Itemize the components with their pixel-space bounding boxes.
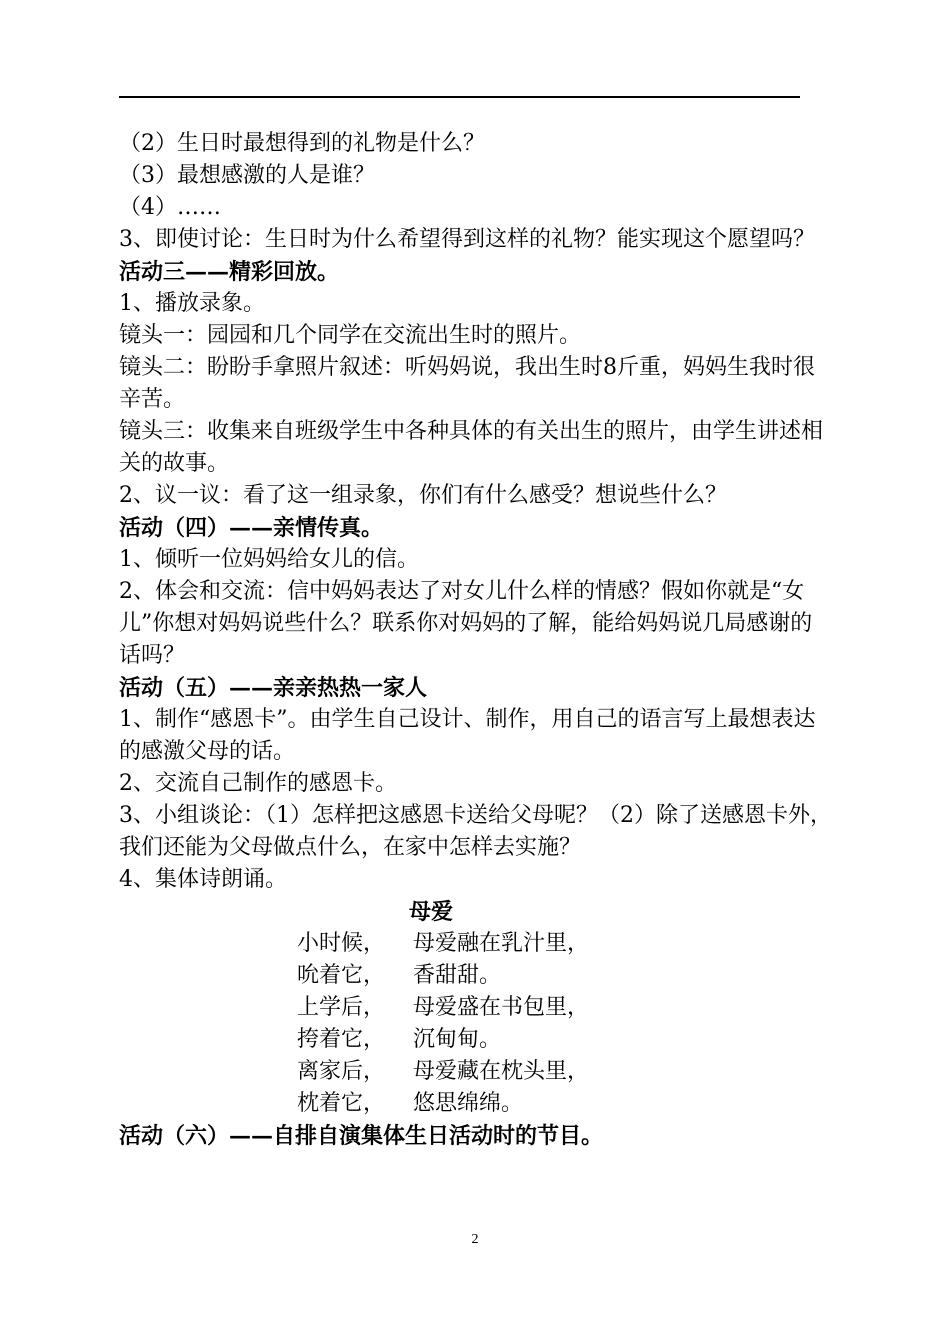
paragraph: 2、议一议：看了这一组录象，你们有什么感受？想说些什么？ bbox=[119, 483, 727, 508]
poem-line-end: 母爱藏在枕头里， bbox=[413, 1059, 590, 1084]
paragraph: 3、小组谈论：（1）怎样把这感恩卡送给父母呢？（2）除了送感恩卡外，我们还能为父母做点什么，在家中怎样去实施？ bbox=[119, 803, 832, 860]
paragraph: 镜头二：盼盼手拿照片叙述：听妈妈说，我出生时8斤重，妈妈生我时很辛苦。 bbox=[119, 355, 815, 412]
document-body bbox=[119, 128, 834, 1152]
header-rule bbox=[119, 96, 800, 98]
poem-line-end: 沉甸甸。 bbox=[413, 1027, 502, 1052]
section-heading: 活动（四）——亲情传真。 bbox=[119, 515, 384, 541]
section-heading: 活动三——精彩回放。 bbox=[119, 259, 340, 285]
poem-line-end: 母爱盛在书包里， bbox=[413, 995, 590, 1020]
paragraph: 镜头一：园园和几个同学在交流出生时的照片。 bbox=[119, 323, 582, 348]
paragraph: 2、体会和交流：信中妈妈表达了对女儿什么样的情感？假如你就是“女儿”你想对妈妈说些什么？联系你对妈妈的了解，能给妈妈说几局感谢的话吗？ bbox=[119, 579, 813, 668]
paragraph: 镜头三：收集来自班级学生中各种具体的有关出生的照片，由学生讲述相关的故事。 bbox=[119, 419, 824, 476]
poem-line-start: 枕着它， bbox=[297, 1091, 386, 1116]
poem bbox=[119, 928, 834, 1120]
paragraph: 1、播放录象。 bbox=[119, 291, 265, 316]
poem-line-end: 悠思绵绵。 bbox=[413, 1091, 524, 1116]
poem-line-end: 香甜甜。 bbox=[413, 963, 502, 988]
poem-line bbox=[297, 928, 834, 960]
page-number: 2 bbox=[471, 1232, 479, 1247]
paragraph: （4）…… bbox=[119, 195, 221, 220]
poem-line-start: 吮着它， bbox=[297, 963, 386, 988]
poem-line bbox=[297, 992, 834, 1024]
poem-line bbox=[297, 960, 834, 992]
poem-line-start: 挎着它， bbox=[297, 1027, 386, 1052]
paragraph: 1、倾听一位妈妈给女儿的信。 bbox=[119, 547, 419, 572]
paragraph: （2）生日时最想得到的礼物是什么？ bbox=[119, 131, 485, 156]
paragraph: 1、制作“感恩卡”。由学生自己设计、制作，用自己的语言写上最想表达的感激父母的话。 bbox=[119, 707, 816, 764]
poem-line bbox=[297, 1024, 834, 1056]
poem-line-start: 上学后， bbox=[297, 995, 386, 1020]
paragraph: 4、集体诗朗诵。 bbox=[119, 867, 287, 892]
section-heading: 活动（五）——亲亲热热一家人 bbox=[119, 675, 428, 701]
poem-line bbox=[297, 1056, 834, 1088]
paragraph: （3）最想感激的人是谁？ bbox=[119, 163, 375, 188]
paragraph: 2、交流自己制作的感恩卡。 bbox=[119, 771, 397, 796]
poem-line-start: 小时候， bbox=[297, 931, 386, 956]
poem-line-end: 母爱融在乳汁里， bbox=[413, 931, 590, 956]
poem-line-start: 离家后， bbox=[297, 1059, 386, 1084]
poem-title: 母爱 bbox=[409, 899, 454, 925]
section-heading: 活动（六）——自排自演集体生日活动时的节目。 bbox=[119, 1123, 604, 1149]
poem-line bbox=[297, 1088, 834, 1120]
paragraph: 3、即使讨论：生日时为什么希望得到这样的礼物？能实现这个愿望吗？ bbox=[119, 227, 815, 252]
